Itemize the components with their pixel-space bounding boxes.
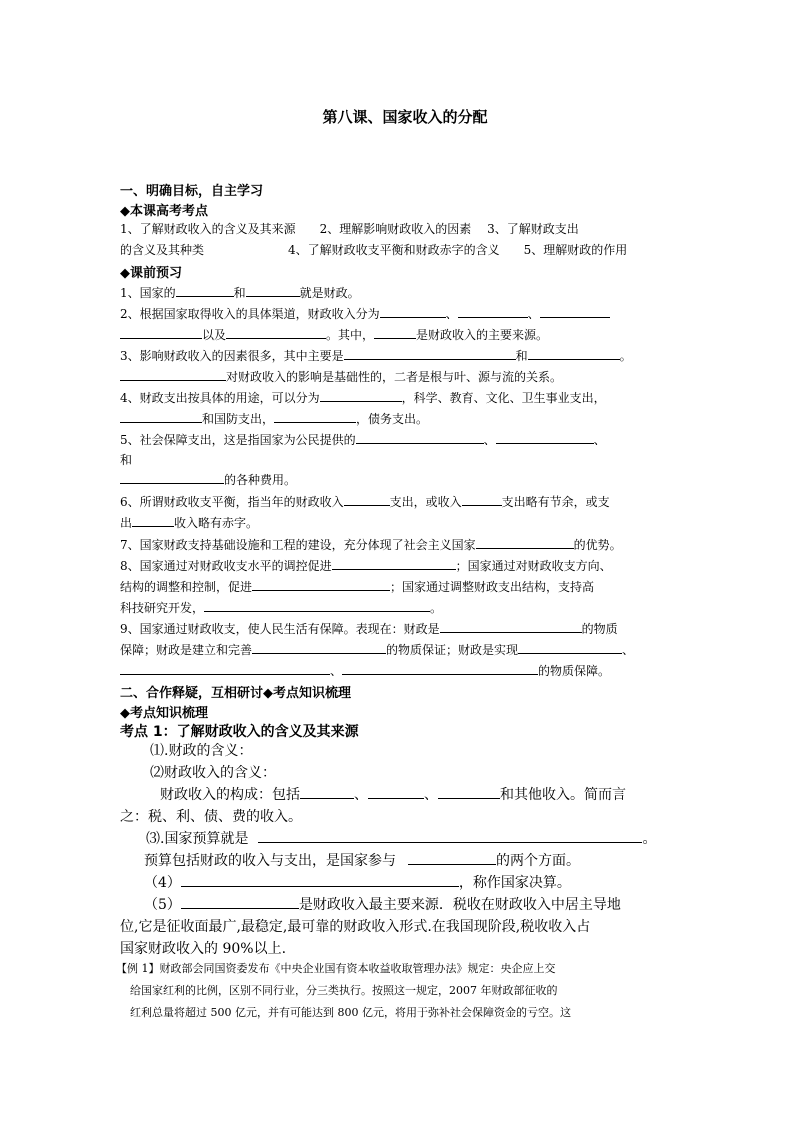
preview-q3-cont: 对财政收入的影响是基础性的，二者是根与叶、源与流的关系。 [120,367,562,387]
preview-q9-cont2: 、 的物质保障。 [120,661,610,681]
section2-sub: ◆考点知识梳理 [120,706,208,721]
kaodian-line2: 的含义及其种类 4、了解财政收支平衡和财政赤字的含义 5、理解财政的作用 [120,243,628,257]
preview-q2: 2、根据国家取得收入的具体渠道，财政收入分为 、 、 [120,304,610,324]
preview-q9: 9、国家通过财政收支，使人民生活有保障。表现在：财政是 的物质 [120,619,618,639]
point-6: （5） 是财政收入最主要来源．税收在财政收入中居主导地 [144,897,621,913]
preview-q4: 4、财政支出按具体的用途，可以分为 ，科学、教育、文化、卫生事业支出， [120,388,606,408]
point-2: ⑵财政收入的含义： [150,765,276,781]
preview-q6-cont: 出 收入略有赤字。 [120,513,258,533]
point-5: （4） ，称作国家决算。 [144,875,571,891]
yuxi-heading: ◆课前预习 [120,266,182,281]
preview-q8-cont2: 科技研究开发， 。 [120,598,442,618]
page-title: 第八课、国家收入的分配 [322,108,488,126]
kaodian1-title: 考点 1：了解财政收入的含义及其来源 [120,724,359,740]
example-line2: 给国家红利的比例，区别不同行业，分三类执行。按照这一规定，2007 年财政部征收的 [130,984,558,997]
point-4-cont: 预算包括财政的收入与支出，是国家参与 的两个方面。 [144,853,580,869]
preview-q1: 1、国家的 和 就是财政。 [120,283,360,303]
preview-q5-cont: 的各种费用。 [120,470,296,490]
example-line3: 红利总量将超过 500 亿元，并有可能达到 800 亿元，将用于弥补社会保障资金的亏空。这 [130,1006,571,1019]
preview-q6: 6、所谓财政收支平衡，指当年的财政收入 支出，或收入 支出略有节余，或支 [120,492,610,512]
preview-q4-cont: 和国防支出， ，债务支出。 [120,409,428,429]
preview-q5: 5、社会保障支出，这是指国家为公民提供的 、 、 [120,430,606,450]
preview-q8-cont1: 结构的调整和控制，促进 ；国家通过调整财政支出结构，支持高 [120,577,594,597]
point-1: ⑴.财政的含义： [150,743,253,759]
example-line1: 【例 1】财政部会同国资委发布《中央企业国有资本收益收取管理办法》规定：央企应上交 [116,962,556,975]
point-6-cont2: 国家财政收入的 90%以上. [120,941,287,957]
kaodian-line1: 1、了解财政收入的含义及其来源 2、理解影响财政收入的因素 3、了解财政支出 [120,222,579,236]
point-3: 财政收入的构成：包括 、 、 和其他收入。简而言 [160,787,626,803]
point-3-cont: 之：税、利、债、费的收入。 [120,809,302,825]
point-6-cont1: 位,它是征收面最广,最稳定,最可靠的财政收入形式.在我国现阶段,税收收入占 [120,919,591,935]
point-4: ⑶.国家预算就是 。 [146,831,657,847]
preview-q7: 7、国家财政支持基础设施和工程的建设，充分体现了社会主义国家 的优势。 [120,535,622,555]
preview-q3: 3、影响财政收入的因素很多，其中主要是 和 。 [120,346,632,366]
preview-q8: 8、国家通过对财政收支水平的调控促进 ；国家通过对财政收支方向、 [120,556,612,576]
preview-q5-and: 和 [120,453,133,467]
preview-q2-cont: 以及 。其中， 是财政收入的主要来源。 [120,325,548,345]
kaodian-heading: ◆本课高考考点 [120,204,208,219]
section1-heading: 一、明确目标，自主学习 [120,184,264,199]
section2-heading: 二、合作释疑，互相研讨◆考点知识梳理 [120,686,351,701]
preview-q9-cont1: 保障；财政是建立和完善 的物质保证；财政是实现 、 [120,640,634,660]
